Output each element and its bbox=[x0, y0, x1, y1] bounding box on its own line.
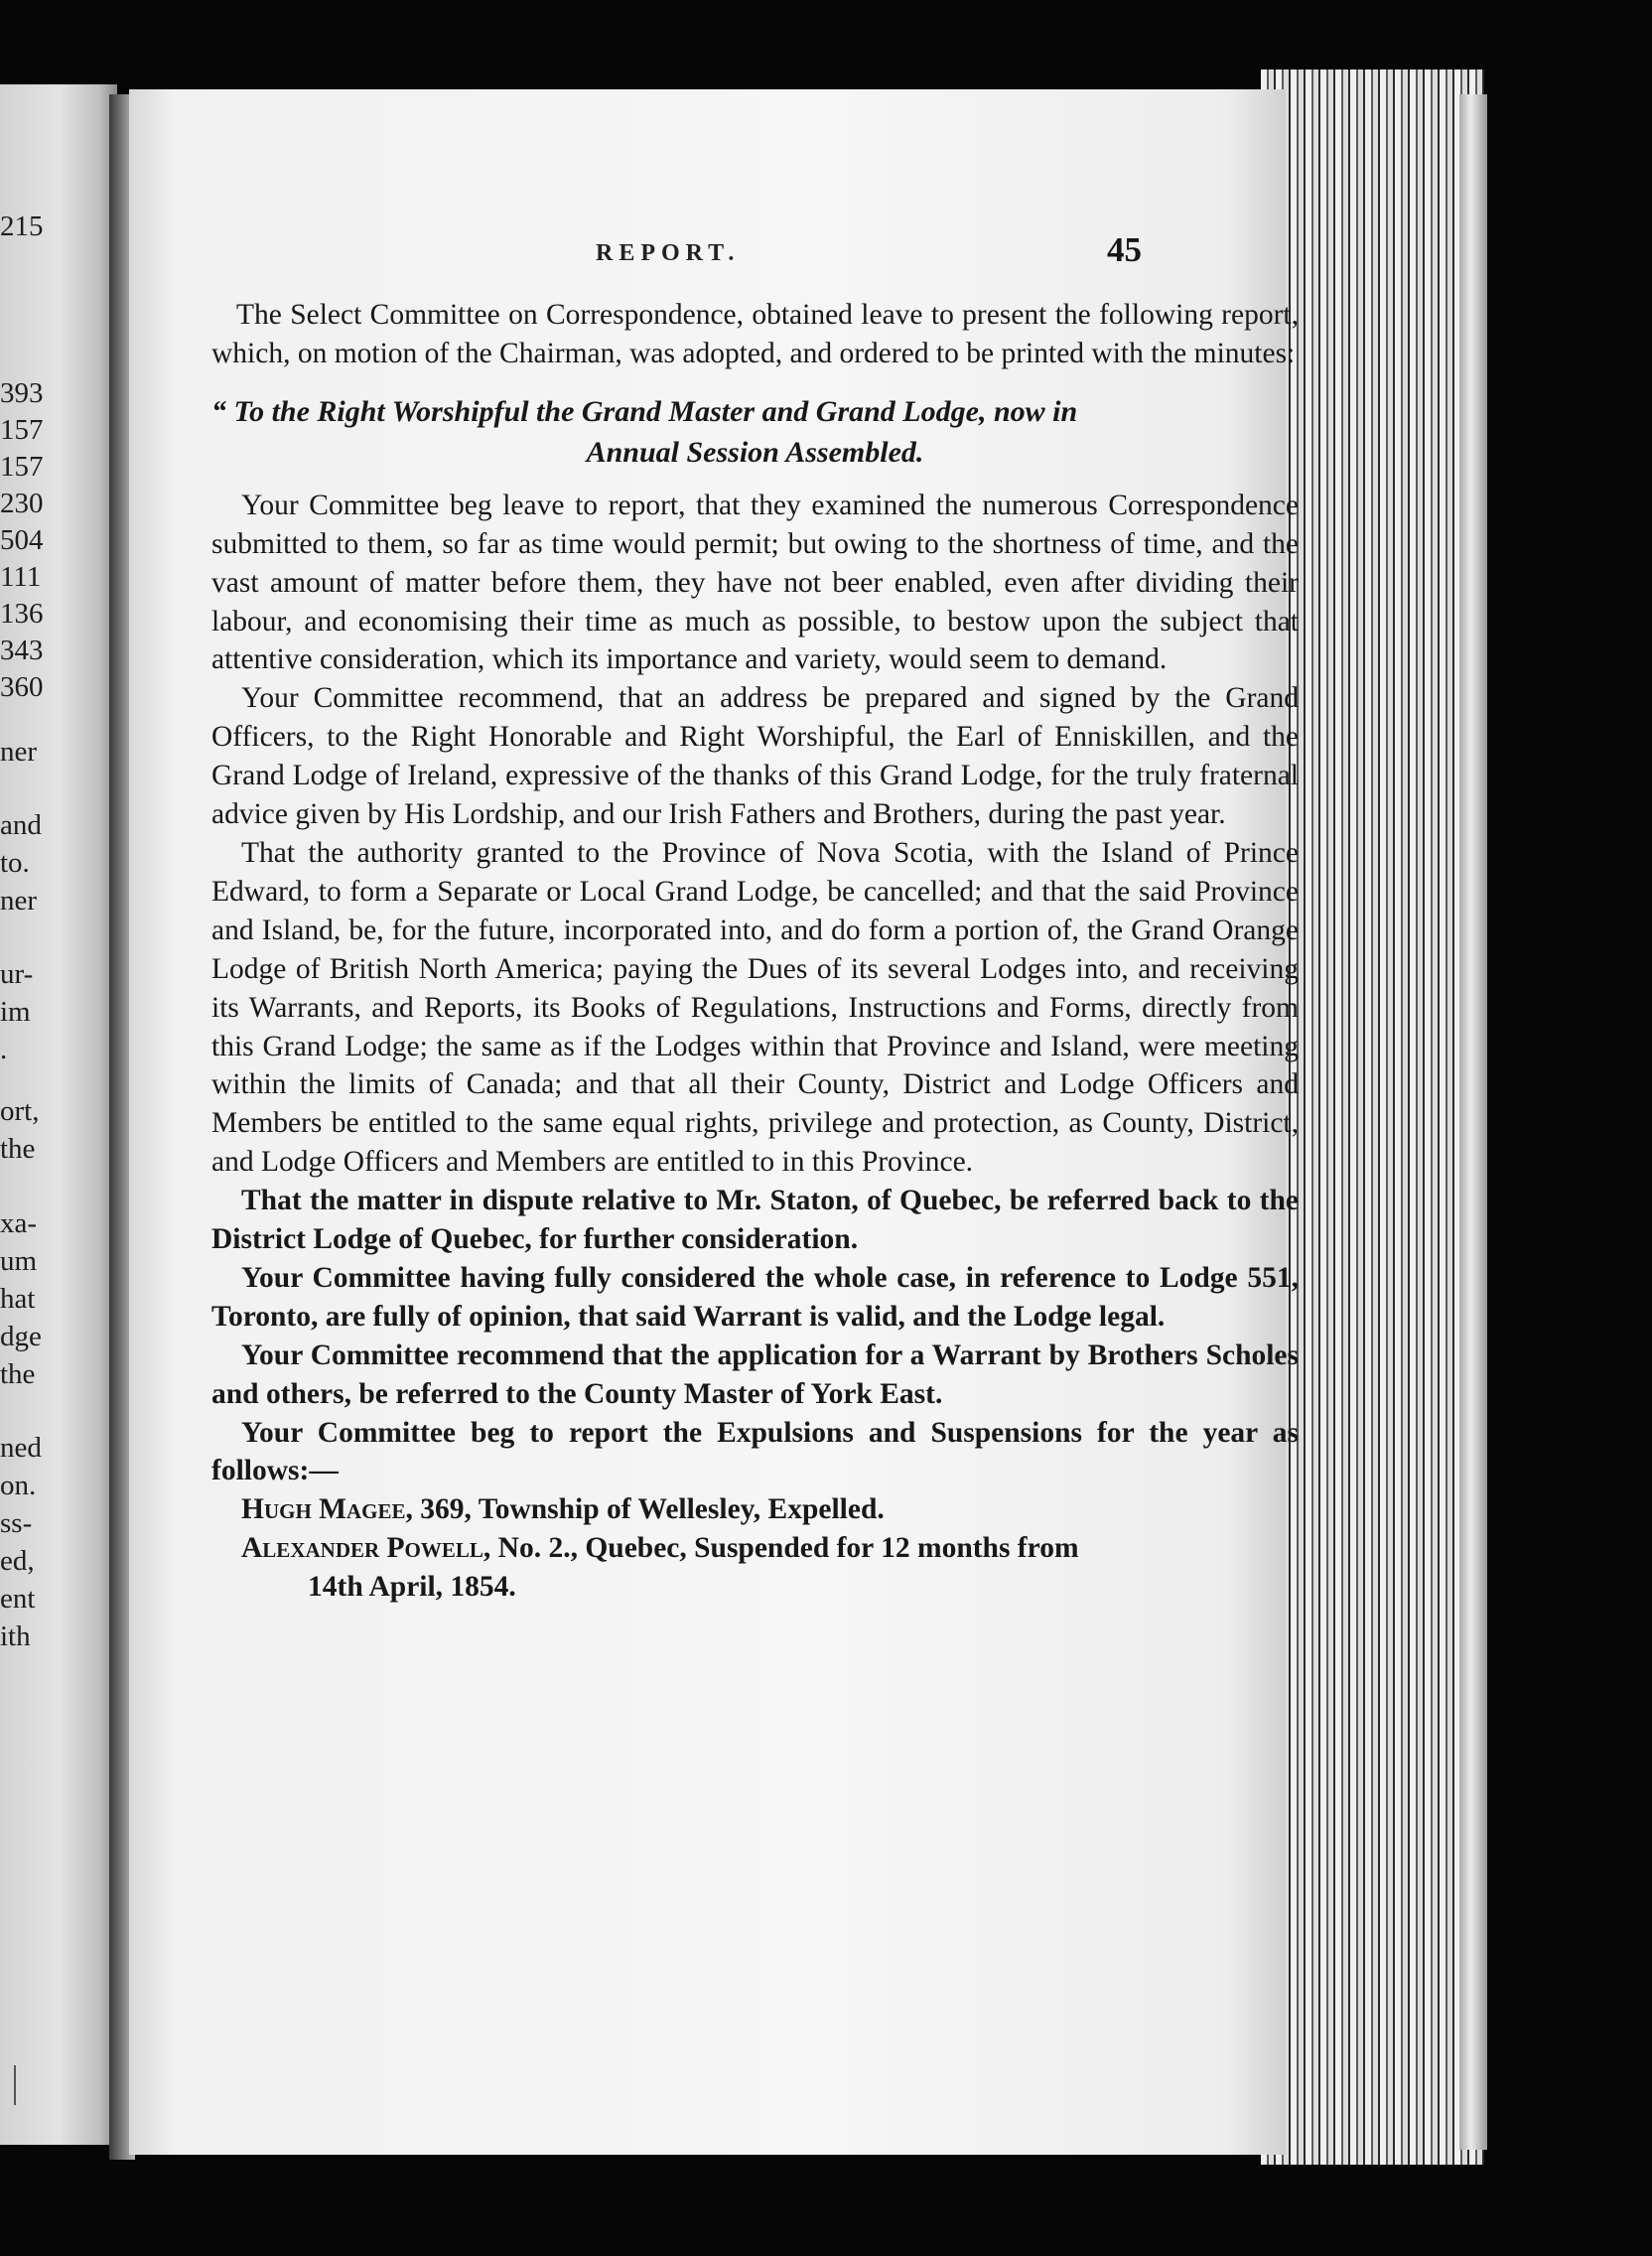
left-page-fragment: ed, bbox=[0, 1545, 35, 1577]
address-line-1: “ To the Right Worshipful the Grand Master and Grand Lodge, now in bbox=[211, 394, 1078, 428]
left-page-fragment: 136 bbox=[0, 598, 44, 630]
left-page-fragment: the bbox=[0, 1133, 36, 1165]
listing-entry bbox=[211, 1529, 1299, 1607]
address-heading bbox=[211, 391, 1299, 473]
left-page-fragment: 111 bbox=[0, 561, 42, 593]
left-page-fragment: xa- bbox=[0, 1207, 38, 1239]
left-page-fragment: 360 bbox=[0, 671, 44, 703]
left-page-fragment: ner bbox=[0, 885, 38, 916]
left-page-fragment: on. bbox=[0, 1470, 37, 1501]
left-page-fragment: 393 bbox=[0, 377, 44, 409]
page-number: 45 bbox=[1107, 230, 1142, 269]
listing-continuation: 14th April, 1854. bbox=[308, 1571, 516, 1604]
left-page-fragment: ent bbox=[0, 1583, 36, 1615]
paragraph: Your Committee having fully considered the whole case, in reference to Lodge 551, Toronto, are fully of opinion, that said Warrant is valid, and the Lodge legal. bbox=[211, 1261, 1299, 1333]
left-page-fragment: im bbox=[0, 996, 31, 1028]
facing-page-left bbox=[0, 84, 117, 2145]
listing-name: Alexander Powell bbox=[241, 1532, 483, 1565]
left-page-fragment: 504 bbox=[0, 524, 44, 556]
paragraph: That the matter in dispute relative to Mr. Staton, of Quebec, be referred back to the District Lodge of Quebec, for further consideration. bbox=[211, 1185, 1299, 1256]
left-page-fragment: ith bbox=[0, 1621, 31, 1652]
paragraph: Your Committee beg leave to report, that they examined the numerous Correspondence submitted to them, so far as time would permit; but owing to the shortness of time, and the vast amount of matter before them, they have not beer enabled, even after dividing their labour, and economising their time as much as possible, to bestow upon the subject that attentive consideration, which its importance and variety, would seem to demand. bbox=[211, 489, 1299, 676]
address-line-2: Annual Session Assembled. bbox=[586, 435, 924, 469]
listing-detail: , No. 2., Quebec, Suspended for 12 months from bbox=[482, 1532, 1079, 1565]
left-page-fragment: and bbox=[0, 809, 42, 841]
listing-name: Hugh Magee bbox=[241, 1493, 406, 1526]
intro-paragraph: The Select Committee on Correspondence, obtained leave to present the following report, which, on motion of the Chairman, was adopted, and ordered to be printed with the minutes: bbox=[211, 299, 1299, 369]
left-page-fragment: ort, bbox=[0, 1095, 40, 1127]
left-page-fragment: um bbox=[0, 1245, 38, 1277]
left-page-fragment: 157 bbox=[0, 414, 44, 446]
left-page-fragment: dge bbox=[0, 1321, 42, 1352]
left-page-fragment: 157 bbox=[0, 451, 44, 483]
left-page-fragment: ned bbox=[0, 1432, 42, 1464]
listing-entry bbox=[211, 1490, 1299, 1529]
left-page-fragment: ss- bbox=[0, 1507, 33, 1539]
paragraph: Your Committee recommend, that an address be prepared and signed by the Grand Officers, to the Right Honorable and Right Worshipful, the Earl of Enniskillen, and the Grand Lodge of Ireland, expressive of the thanks of this Grand Lodge, for the truly fraternal advice given by His Lordship, and our Irish Fathers and Brothers, during the past year. bbox=[211, 682, 1299, 831]
left-page-fragment: 215 bbox=[0, 211, 44, 242]
paragraph: Your Committee beg to report the Expulsions and Suspensions for the year as follows:— bbox=[211, 1416, 1299, 1487]
book-cover-edge bbox=[1459, 94, 1487, 2150]
book-page bbox=[129, 89, 1299, 2155]
left-page-fragment: to. bbox=[0, 847, 30, 879]
margin-mark bbox=[14, 2065, 16, 2105]
page-body bbox=[211, 296, 1299, 1607]
left-page-fragment: hat bbox=[0, 1283, 36, 1315]
paragraph: That the authority granted to the Province of Nova Scotia, with the Island of Prince Edward, to form a Separate or Local Grand Lodge, be cancelled; and that the said Province and Island, be, for the future, incorporated into, and do form a portion of, the Grand Orange Lodge of British North America; paying the Dues of its several Lodges into, and receiving its Warrants, and Reports, its Books of Regulations, Instructions and Forms, directly from this Grand Lodge; the same as if the Lodges within that Province and Island, were meeting within the limits of Canada; and that all their County, District and Lodge Officers and Members be entitled to the same equal rights, privilege and protection, as County, District, and Lodge Officers and Members are entitled to in this Province. bbox=[211, 836, 1299, 1179]
left-page-fragment: 343 bbox=[0, 634, 44, 666]
listing-detail: , 369, Township of Wellesley, Expelled. bbox=[405, 1493, 885, 1526]
left-page-fragment: . bbox=[0, 1034, 8, 1065]
paragraph: Your Committee recommend that the application for a Warrant by Brothers Scholes and others, be referred to the County Master of York East. bbox=[211, 1339, 1299, 1410]
running-head: REPORT. bbox=[596, 240, 741, 266]
left-page-fragment: ner bbox=[0, 736, 38, 768]
left-page-fragment: the bbox=[0, 1358, 36, 1390]
left-page-fragment: 230 bbox=[0, 488, 44, 519]
left-page-fragment: ur- bbox=[0, 958, 34, 990]
